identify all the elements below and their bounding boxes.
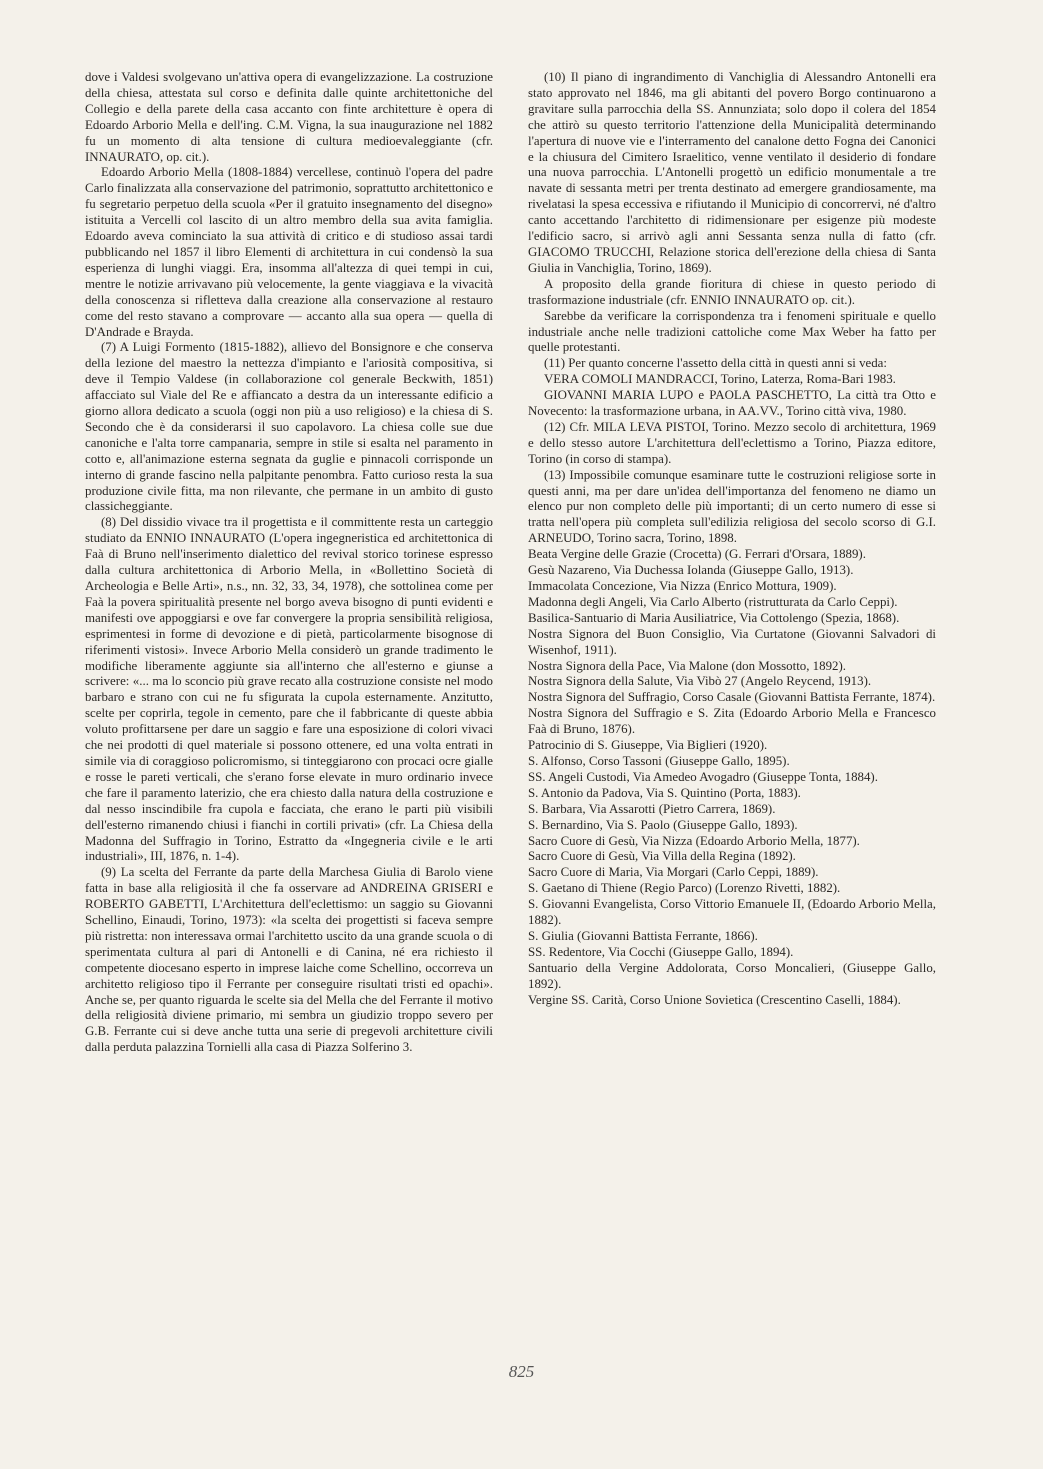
footnote-paragraph: (13) Impossibile comunque esaminare tutte le costruzioni religiose sorte in questi anni, ma per dare un'idea dell'importanza del fenomeno ne diamo un elenco pur non completo delle più importanti; di un certo numero di esse si tratta nell'opera più completa sull'edilizia religiosa del secolo scorso di G.I. ARNEUDO, Torino sacra, Torino, 1898.	[528, 467, 936, 546]
footnote-paragraph: S. Gaetano di Thiene (Regio Parco) (Lorenzo Rivetti, 1882).	[528, 881, 841, 896]
footnote-paragraph: (12) Cfr. MILA LEVA PISTOI, Torino. Mezzo secolo di architettura, 1969 e dello stesso autore L'architettura dell'eclettismo a Torino, Piazza editore, Torino (in corso di stampa).	[528, 419, 936, 466]
footnote-paragraph: GIOVANNI MARIA LUPO e PAOLA PASCHETTO, La città tra Otto e Novecento: la trasformazione urbana, in AA.VV., Torino città viva, 1980.	[528, 388, 936, 419]
footnote-paragraph: (7) A Luigi Formento (1815-1882), allievo del Bonsignore e che conserva della lezione del maestro la nettezza d'impianto e l'ariosità compositiva, si deve il Tempio Valdese (in collaborazione col generale Beckwith, 1851) affacciato sul Viale del Re e affiancato a destra da un interessante edificio a giorno allora dedicato a scuola (oggi non più a uso religioso) e la chiesa di S. Secondo che è da considerarsi il suo capolavoro. La chiesa colle sue due canoniche e l'alta torre campanaria, sempre in stile si esalta nel paramento in cotto e, all'animazione esterna segnata da guglie e pinnacoli corrisponde un interno di grande fascino nella palpitante penombra. Fatto curioso resta la sua produzione civile fitta, ma non rilevante, che permane in un ambito di gusto classicheggiante.	[85, 340, 493, 514]
footnote-paragraph: S. Alfonso, Corso Tassoni (Giuseppe Gallo, 1895).	[528, 753, 790, 768]
footnote-paragraph: VERA COMOLI MANDRACCI, Torino, Laterza, Roma-Bari 1983.	[544, 372, 896, 387]
footnote-paragraph: dove i Valdesi svolgevano un'attiva opera di evangelizzazione. La costruzione della chiesa, attestata sul corso e definita dalle quinte architettoniche del Collegio e della parete della casa accanto con finte architetture è opera di Edoardo Arborio Mella e dell'ing. C.M. Vigna, la sua inaugurazione nel 1882 fu un momento di alta tensione di cultura medioevaleggiante (cfr. INNAURATO, op. cit.).	[85, 70, 493, 164]
footnote-paragraph: Santuario della Vergine Addolorata, Corso Moncalieri, (Giuseppe Gallo, 1892).	[528, 960, 936, 991]
footnote-paragraph: Vergine SS. Carità, Corso Unione Sovietica (Crescentino Caselli, 1884).	[528, 992, 901, 1007]
footnote-paragraph: S. Giovanni Evangelista, Corso Vittorio Emanuele II, (Edoardo Arborio Mella, 1882).	[528, 897, 936, 928]
footnote-paragraph: (9) La scelta del Ferrante da parte della Marchesa Giulia di Barolo viene fatta in base alla religiosità il che fa osservare ad ANDREINA GRISERI e ROBERTO GABETTI, L'Architettura dell'eclettismo: un saggio su Giovanni Schellino, Einaudi, Torino, 1973): «la scelta dei progettisti si faceva sempre più ristretta: non interessava ormai l'architetto uscito da una grande scuola o di sperimentata cultura al pari di Antonelli e di Canina, né era richiesto il competente diocesano esperto in imprese laiche come Schellino, occorreva un architetto religioso tipo il Ferrante per conseguire risultati tristi ed opachi». Anche se, per quanto riguarda le scelte sia del Mella che del Ferrante il motivo della religiosità diviene primario, mi sembra un giudizio troppo severo per G.B. Ferrante cui si deve anche tutta una serie di pregevoli architetture civili dalla perduta palazzina Tornielli alla casa di Piazza Solferino 3.	[85, 865, 493, 1055]
footnote-paragraph: (8) Del dissidio vivace tra il progettista e il committente resta un carteggio studiato da ENNIO INNAURATO (L'opera ingegneristica ed architettonica di Faà di Bruno nell'inserimento dialettico del revival storico torinese espresso dalla cultura architettonica di Arborio Mella, in «Bollettino Società di Archeologia e Belle Arti», n.s., nn. 32, 33, 34, 1978), che sottolinea come per Faà la povera spiritualità presente nel borgo aveva bisogno di punti evidenti e manifesti ove appoggiarsi e ove far convergere la propria sensibilità religiosa, esprimentesi in forme di devozione e di pietà, particolarmente bisognose di riferimenti vistosi». Invece Arborio Mella considerò un grande tradimento le modifiche liberamente aggiunte sia all'interno che all'esterno e giunse a scrivere: «... ma lo sconcio più grave recato alla costruzione consiste nel modo barbaro e strano con cui ne fu sfigurata la cupola esternamente. Anzitutto, scelte per coprirla, tegole in cemento, pare che il fabbricante di queste abbia voluto profittarsene per dare un saggio e fare una esposizione di colori vivaci che nei prodotti di quel materiale si possono ottenere, ed una volta entrati in simile via di coraggioso policromismo, si tinteggiarono con procaci ocre gialle e rosse le pareti verticali, che s'erano forse elevate in muro ordinario invece che fare il paramento laterizio, che era chiesto dalla natura della costruzione e dal nesso inscindibile fra cupola e facciata, che erano le parti più visibili dell'esterno rimanendo chiusi i fianchi in cortili privati» (cfr. La Chiesa della Madonna del Suffragio in Torino, Estratto da «Ingegneria civile e le arti industriali», III, 1876, n. 1-4).	[85, 515, 493, 864]
footnote-paragraph: Madonna degli Angeli, Via Carlo Alberto (ristrutturata da Carlo Ceppi).	[528, 594, 898, 609]
page-number: 825	[508, 1362, 535, 1381]
footnote-paragraph: Nostra Signora della Pace, Via Malone (don Mossotto, 1892).	[528, 658, 846, 673]
footnote-paragraph: Nostra Signora del Suffragio e S. Zita (Edoardo Arborio Mella e Francesco Faà di Bruno, 1876).	[528, 706, 936, 737]
footnote-paragraph: Immacolata Concezione, Via Nizza (Enrico Mottura, 1909).	[528, 579, 837, 593]
footnote-paragraph: A proposito della grande fioritura di chiese in questo periodo di trasformazione industriale (cfr. ENNIO INNAURATO op. cit.).	[528, 276, 936, 307]
footnote-paragraph: S. Antonio da Padova, Via S. Quintino (Porta, 1883).	[528, 785, 801, 800]
footnote-paragraph: Nostra Signora della Salute, Via Vibò 27 (Angelo Reycend, 1913).	[528, 674, 872, 689]
left-column	[85, 70, 493, 1056]
footnote-paragraph: Sacro Cuore di Gesù, Via Villa della Regina (1892).	[528, 849, 796, 864]
footnote-paragraph: Edoardo Arborio Mella (1808-1884) vercellese, continuò l'opera del padre Carlo finalizzata alla conservazione del patrimonio, soprattutto architettonico e fu segretario perpetuo della scuola «Per il gratuito insegnamento del disegno» istituita a Vercelli col lascito di un altro membro della sua avita famiglia. Edoardo aveva cominciato la sua attività di critico e di studioso assai tardi pubblicando nel 1857 il libro Elementi di architettura in cui condensò la sua esperienza di lunghi viaggi. Era, insomma all'altezza di quei tempi in cui, mentre le notizie arrivavano più velocemente, la gente viaggiava e la vivacità della conoscenza si rifletteva dalla creazione alla conservazione al restauro come del resto stavano a comprovare — accanto alla sua opera — quella di D'Andrade e Brayda.	[85, 165, 493, 339]
footnote-paragraph: Beata Vergine delle Grazie (Crocetta) (G. Ferrari d'Orsara, 1889).	[528, 547, 866, 562]
footnote-paragraph: Patrocinio di S. Giuseppe, Via Biglieri (1920).	[528, 738, 768, 753]
footnote-paragraph: SS. Redentore, Via Cocchi (Giuseppe Gallo, 1894).	[528, 944, 794, 959]
footnote-paragraph: Sacro Cuore di Maria, Via Morgari (Carlo Ceppi, 1889).	[528, 865, 819, 880]
right-column	[528, 70, 936, 1008]
footnote-paragraph: S. Giulia (Giovanni Battista Ferrante, 1866).	[528, 928, 758, 943]
footnote-paragraph: Basilica-Santuario di Maria Ausiliatrice, Via Cottolengo (Spezia, 1868).	[528, 610, 900, 625]
footnote-paragraph: Gesù Nazareno, Via Duchessa Iolanda (Giuseppe Gallo, 1913).	[528, 563, 854, 578]
footnote-paragraph: Sacro Cuore di Gesù, Via Nizza (Edoardo Arborio Mella, 1877).	[528, 833, 860, 848]
footnote-paragraph: Nostra Signora del Buon Consiglio, Via Curtatone (Giovanni Salvadori di Wisenhof, 1911).	[528, 626, 936, 657]
footnote-paragraph: S. Bernardino, Via S. Paolo (Giuseppe Gallo, 1893).	[528, 817, 798, 832]
footnote-paragraph: Sarebbe da verificare la corrispondenza tra i fenomeni spirituale e quello industriale anche nelle tradizioni cattoliche come Max Weber ha fatto per quelle protestanti.	[528, 308, 936, 355]
footnote-paragraph: SS. Angeli Custodi, Via Amedeo Avogadro (Giuseppe Tonta, 1884).	[528, 769, 878, 784]
footnote-paragraph: S. Barbara, Via Assarotti (Pietro Carrera, 1869).	[528, 801, 776, 816]
footnote-paragraph: (11) Per quanto concerne l'assetto della città in questi anni si veda:	[544, 356, 887, 371]
footnote-paragraph: (10) Il piano di ingrandimento di Vanchiglia di Alessandro Antonelli era stato approvato nel 1846, ma gli abitanti del povero Borgo continuarono a gravitare sulla parrocchia della SS. Annunziata; solo dopo il colera del 1854 che attirò su questo territorio l'attenzione della Municipalità determinando l'apertura di nuove vie e l'interramento del canalone detto Fogna dei Canonici e la chiusura del Cimitero Israelitico, venne ventilato il desiderio di fondare una nuova parrocchia. L'Antonelli progettò un edificio monumentale a tre navate di sessanta metri per trenta destinato ad emergere grandiosamente, ma rivelatasi la spesa eccessiva e rifiutando il Municipio di concorrervi, né d'altro canto accettando l'architetto di ridimensionare per esigenze più modeste l'edificio sacro, si arrivò agli anni Sessanta senza nulla di fatto (cfr. GIACOMO TRUCCHI, Relazione storica dell'erezione della chiesa di Santa Giulia in Vanchiglia, Torino, 1869).	[528, 70, 936, 275]
footnote-paragraph: Nostra Signora del Suffragio, Corso Casale (Giovanni Battista Ferrante, 1874).	[528, 690, 936, 705]
